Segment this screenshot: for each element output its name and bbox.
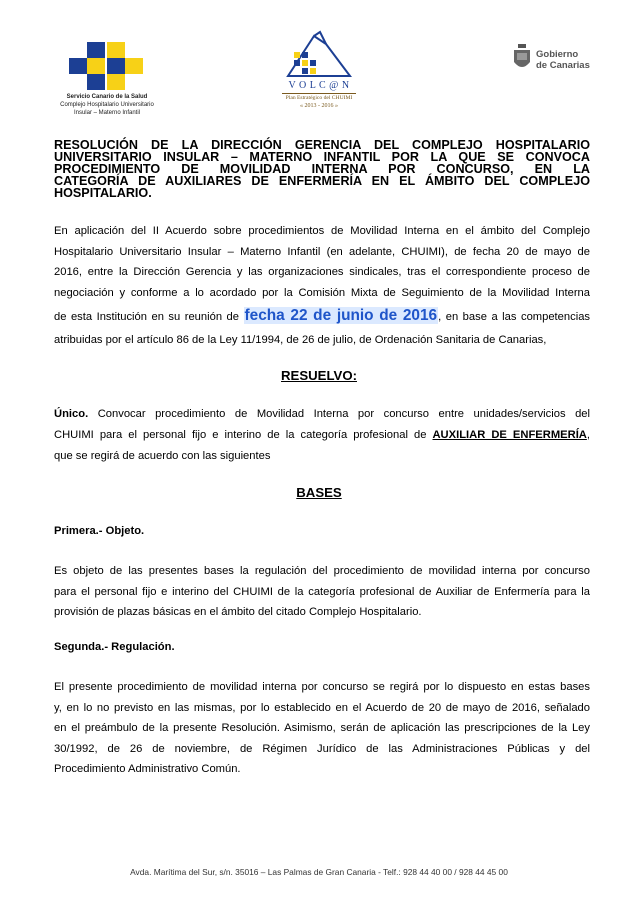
intro-line: En aplicación del II Acuerdo sobre procedimientos de Movilidad Interna en el ámbito del Complejo [54,225,590,237]
intro-line: atribuidas por el artículo 86 de la Ley 11/1994, de 26 de julio, de Ordenación Sanitaria de Canarias, [54,334,547,346]
title-line: RESOLUCIÓN DE LA DIRECCIÓN GERENCIA DEL COMPLEJO HOSPITALARIO [54,138,590,152]
intro-line: Hospitalario Universitario Insular – Materno Infantil (en adelante, CHUIMI), de fecha 20 de mayo de [54,245,590,258]
scs-cross-icon [60,42,154,90]
segunda-line: 30/1992, de 26 de noviembre, de Régimen Jurídico de las Administraciones Públicas y del [54,742,590,755]
coat-of-arms-icon [512,44,532,72]
primera-paragraph [54,561,590,623]
volcan-years: « 2013 - 2016 » [300,103,338,109]
scs-logo [60,42,154,122]
gobierno-line2: de Canarias [536,60,590,71]
page-footer: Avda. Marítima del Sur, s/n. 35016 – Las Palmas de Gran Canaria - Telf.: 928 44 40 00 / 928 44 45 00 [130,867,508,877]
unico-line [54,404,590,425]
intro-line5-pre: de esta Institución en su reunión de [54,311,244,323]
volcano-icon [274,30,364,80]
scs-insular: Insular – Materno Infantil [73,110,141,116]
unico-line1-text: Convocar procedimiento de Movilidad Interna por concurso entre unidades/servicios del [88,408,590,420]
gobierno-line1: Gobierno [536,49,579,60]
primera-heading: Primera.- Objeto. [54,525,145,537]
title-line: PROCEDIMIENTO DE MOVILIDAD INTERNA POR CONCURSO, EN LA [54,162,590,176]
gobierno-logo [512,42,602,82]
unico-line2-pre: CHUIMI para el personal fijo e interino de la categoría profesional de [54,429,433,441]
unico-line [54,425,590,446]
bases-heading: BASES [296,485,342,500]
segunda-line: en el preámbulo de la presente Resolución. Asimismo, serán de aplicación las prescripciones de la Ley [54,722,590,734]
intro-line: negociación y conforme a lo acordado por la Comisión Mixta de Seguimiento de la Movilidad Interna [54,286,590,299]
title-line: HOSPITALARIO. [54,186,152,200]
intro-line [54,303,590,330]
volcan-name: V O L C @ N [288,80,350,91]
segunda-line: Procedimiento Administrativo Común. [54,763,241,775]
document-title [54,139,590,199]
segunda-heading: Segunda.- Regulación. [54,641,175,653]
segunda-paragraph [54,677,590,780]
intro-paragraph [54,221,590,351]
volcan-logo [274,30,364,126]
meeting-date-highlight: fecha 22 de junio de 2016 [244,307,438,324]
segunda-line: y, en lo no previsto en las mismas, por lo establecido en el Acuerdo de 20 de mayo de 2016, señalado [54,701,590,714]
title-line: CATEGORÍA DE AUXILIARES DE ENFERMERÍA EN EL ÁMBITO DEL COMPLEJO [54,174,590,188]
primera-line: provisión de plazas básicas en el ámbito del citado Complejo Hospitalario. [54,606,422,618]
intro-line5-post: , en base a las competencias [438,311,591,323]
primera-line: Es objeto de las presentes bases la regulación del procedimiento de movilidad interna por concurso [54,565,590,577]
volcan-plan: Plan Estratégico del CHUIMI [282,93,356,101]
primera-line: para el personal fijo e interino del CHUIMI de la categoría profesional de Auxiliar de Enfermería para la [54,585,590,598]
scs-name: Servicio Canario de la Salud [66,94,148,100]
scs-complex: Complejo Hospitalario Universitario [60,102,154,108]
resuelvo-heading: RESUELVO: [281,368,357,383]
unico-label: Único. [54,408,89,420]
unico-line2-post: , [586,429,590,441]
unico-line: que se regirá de acuerdo con las siguientes [54,450,271,462]
segunda-line: El presente procedimiento de movilidad interna por concurso se regirá por lo dispuesto en estas bases [54,681,590,693]
unico-paragraph [54,404,590,467]
intro-line: 2016, entre la Dirección Gerencia y las organizaciones sindicales, tras el correspondiente proceso de [54,266,590,278]
title-line: UNIVERSITARIO INSULAR – MATERNO INFANTIL POR LA QUE SE CONVOCA [54,150,590,164]
category-name: AUXILIAR DE ENFERMERÍA [432,429,587,441]
